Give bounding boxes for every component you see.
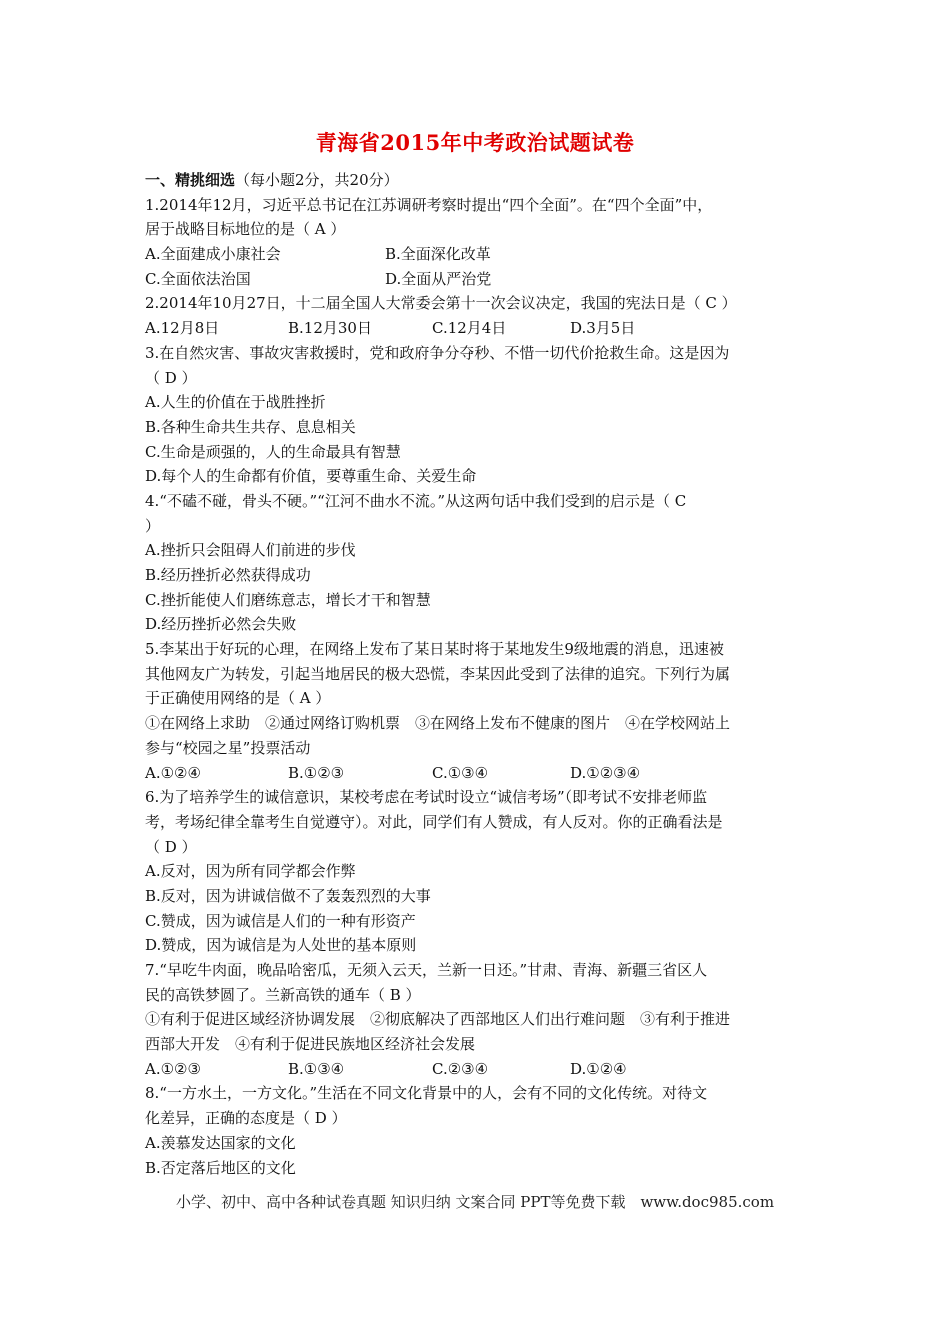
answer-option: A.挫折只会阻碍人们前进的步伐 — [145, 541, 356, 560]
question-1 — [145, 193, 810, 292]
answer-option: A.①②③ — [145, 1059, 201, 1078]
document-body — [145, 168, 810, 1180]
option-row — [145, 242, 810, 267]
option-row — [145, 1057, 810, 1082]
option-row — [145, 909, 810, 934]
question-stem-line: 6.为了培养学生的诚信意识，某校考虑在考试时设立“诚信考场”（即考试不安排老师监 — [145, 788, 708, 807]
answer-option: A.羡慕发达国家的文化 — [145, 1133, 296, 1152]
question-7 — [145, 958, 810, 1081]
option-row — [145, 440, 810, 465]
question-stem-line: 参与“校园之星”投票活动 — [145, 738, 311, 757]
question-3 — [145, 341, 810, 489]
section-heading — [145, 168, 810, 193]
answer-option: A.全面建成小康社会 — [145, 245, 281, 264]
question-stem-line: 于正确使用网络的是（ A ） — [145, 689, 331, 708]
option-row — [145, 1156, 810, 1181]
option-row — [145, 563, 810, 588]
answer-option: B.①②③ — [288, 763, 345, 782]
question-stem-line: 4.“不磕不碰，骨头不硬。”“江河不曲水不流。”从这两句话中我们受到的启示是（ C — [145, 491, 687, 510]
question-stem-line: （ D ） — [145, 368, 197, 387]
answer-option: B.反对，因为讲诚信做不了轰轰烈烈的大事 — [145, 886, 431, 905]
option-row — [145, 1131, 810, 1156]
answer-option: C.②③④ — [432, 1059, 489, 1078]
option-row — [145, 859, 810, 884]
section-heading-note: （每小题2分，共20分） — [235, 171, 399, 189]
answer-option: C.挫折能使人们磨练意志，增长才干和智慧 — [145, 590, 431, 609]
question-stem-line: 化差异，正确的态度是（ D ） — [145, 1109, 347, 1128]
question-stem-line: 7.“早吃牛肉面，晚品哈密瓜，无须入云天，兰新一日还。”甘肃、青海、新疆三省区人 — [145, 961, 708, 979]
option-row — [145, 464, 810, 489]
answer-option: B.12月30日 — [288, 319, 372, 338]
answer-option: C.12月4日 — [432, 319, 507, 338]
answer-option: A.反对，因为所有同学都会作弊 — [145, 862, 356, 881]
option-row — [145, 415, 810, 440]
answer-option: A.人生的价值在于战胜挫折 — [145, 393, 326, 412]
document-title: 青海省2015年中考政治试题试卷 — [315, 130, 635, 155]
answer-option: C.①③④ — [432, 763, 489, 782]
question-stem-line: 其他网友广为转发，引起当地居民的极大恐慌，李某因此受到了法律的追究。下列行为属 — [145, 664, 731, 683]
question-stem-line: ） — [145, 516, 161, 535]
question-stem-line: ①在网络上求助 ②通过网络订购机票 ③在网络上发布不健康的图片 ④在学校网站上 — [145, 714, 731, 733]
answer-option: D.全面从严治党 — [385, 269, 492, 288]
answer-option: A.①②④ — [145, 763, 201, 782]
answer-option: D.3月5日 — [570, 319, 636, 338]
answer-option: B.经历挫折必然获得成功 — [145, 566, 311, 584]
option-row — [145, 267, 810, 292]
question-stem-line: 3.在自然灾害、事故灾害救援时，党和政府争分夺秒、不惜一切代价抢救生命。这是因为 — [145, 343, 730, 362]
option-row — [145, 933, 810, 958]
option-row — [145, 884, 810, 909]
question-stem-line: 8.“一方水土，一方文化。”生活在不同文化背景中的人，会有不同的文化传统。对待文 — [145, 1084, 708, 1103]
question-2 — [145, 291, 810, 340]
answer-option: C.赞成，因为诚信是人们的一种有形资产 — [145, 911, 416, 930]
question-6 — [145, 785, 810, 958]
answer-option: B.否定落后地区的文化 — [145, 1158, 296, 1177]
question-8 — [145, 1081, 810, 1180]
answer-option: C.生命是顽强的，人的生命最具有智慧 — [145, 442, 401, 461]
answer-option: D.赞成，因为诚信是为人处世的基本原则 — [145, 936, 417, 955]
question-stem-line: 西部大开发 ④有利于促进民族地区经济社会发展 — [145, 1035, 476, 1054]
question-stem-line: （ D ） — [145, 837, 197, 856]
section-heading-label: 一、精挑细选 — [145, 171, 236, 189]
question-stem-line: 居于战略目标地位的是（ A ） — [145, 220, 346, 239]
question-stem-line: 考，考场纪律全靠考生自觉遵守）。对此，同学们有人赞成，有人反对。你的正确看法是 — [145, 812, 723, 831]
answer-option: B.全面深化改革 — [385, 245, 491, 264]
option-row — [145, 316, 810, 341]
question-5 — [145, 637, 810, 785]
option-row — [145, 612, 810, 637]
answer-option: D.每个人的生命都有价值，要尊重生命、关爱生命 — [145, 467, 477, 486]
answer-option: B.各种生命共生共存、息息相关 — [145, 417, 356, 436]
answer-option: A.12月8日 — [145, 319, 220, 338]
answer-option: D.①②③④ — [570, 763, 641, 782]
answer-option: B.①③④ — [288, 1059, 345, 1078]
question-stem-line: 5.李某出于好玩的心理，在网络上发布了某日某时将于某地发生9级地震的消息，迅速被 — [145, 640, 724, 659]
option-row — [145, 588, 810, 613]
page-footer: 小学、初中、高中各种试卷真题 知识归纳 文案合同 PPT等免费下载 www.doc985.com — [175, 1193, 775, 1211]
question-stem-line: 1.2014年12月，习近平总书记在江苏调研考察时提出“四个全面”。在“四个全面”中， — [145, 195, 713, 214]
option-row — [145, 538, 810, 563]
question-4 — [145, 489, 810, 637]
answer-option: D.①②④ — [570, 1059, 627, 1078]
answer-option: C.全面依法治国 — [145, 269, 251, 288]
question-stem-line: 2.2014年10月27日，十二届全国人大常委会第十一次会议决定，我国的宪法日是（ C ） — [145, 294, 737, 313]
option-row — [145, 761, 810, 786]
question-stem-line: ①有利于促进区域经济协调发展 ②彻底解决了西部地区人们出行难问题 ③有利于推进 — [145, 1010, 731, 1029]
answer-option: D.经历挫折必然会失败 — [145, 615, 297, 634]
option-row — [145, 390, 810, 415]
question-stem-line: 民的高铁梦圆了。兰新高铁的通车（ B ） — [145, 985, 421, 1004]
